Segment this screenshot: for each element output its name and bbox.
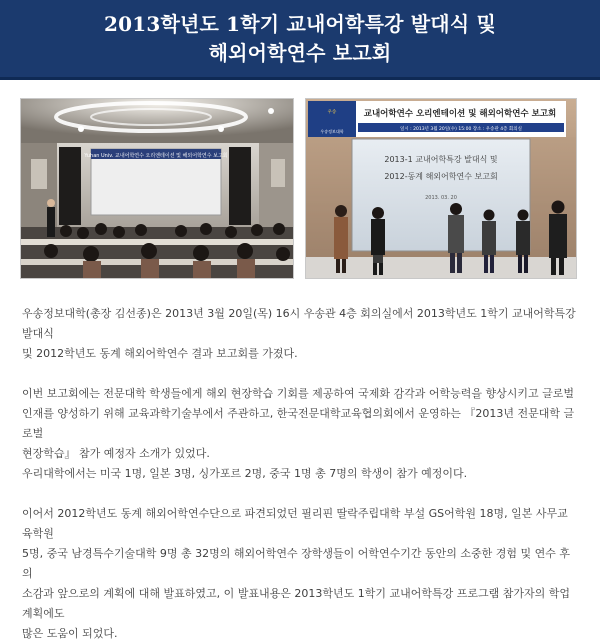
screen-banner-text: Yuhan Univ. 교내어학연수 오리엔테이션 및 해외어학연수 보고회 [84, 153, 228, 159]
screen-line-2: 2012-동계 해외어학연수 보고회 [384, 172, 498, 181]
conference-room-illustration [21, 99, 294, 279]
paragraph-1-line-2: 및 2012학년도 동계 해외어학연수 결과 보고회를 가졌다. [22, 347, 298, 360]
paragraph-2-line-1: 이번 보고회에는 전문대학 학생들에게 해외 현장학습 기회를 제공하여 국제화 감각과 어학능력을 향상시키고 글로벌 [22, 387, 575, 400]
paragraph-1-line-1: 우송정보대학(총장 김선종)은 2013년 3월 20일(목) 16시 우송관 4층 회의실에서 2013학년도 1학기 교내어학특강 발대식 [22, 307, 576, 340]
banner-sub-text: 일시 : 2013년 3월 20일(수) 15:00 장소 : 우송관 4층 회의실 [400, 127, 522, 132]
svg-text:우송: 우송 [327, 110, 337, 115]
paragraph-3-line-1: 이어서 2012학년도 동계 해외어학연수단으로 파견되었던 필리핀 딸락주립대학 부설 GS어학원 18명, 일본 사무교육학원 [22, 507, 568, 540]
photo-conference-room [20, 98, 294, 279]
paragraph-2-line-2: 인재를 양성하기 위해 교육과학기술부에서 주관하고, 한국전문대학교육협의회에서 운영하는 『2013년 전문대학 글로벌 [22, 407, 575, 440]
paragraph-3-line-3: 소감과 앞으로의 계획에 대해 발표하였고, 이 발표내용은 2013학년도 1학기 교내어학특강 프로그램 참가자의 학업계획에도 [22, 587, 570, 620]
title-banner [0, 0, 600, 80]
paragraph-3-line-4: 많은 도움이 되었다. [22, 627, 118, 640]
screen-date: 2013. 03. 20 [425, 195, 457, 201]
page-title-line-1: 2013학년도 1학기 교내어학특강 발대식 및 [103, 11, 497, 36]
article-body [22, 304, 578, 644]
banner-title-text: 교내어학연수 오리엔테이션 및 해외어학연수 보고회 [363, 109, 557, 119]
screen-line-1: 2013-1 교내어학특강 발대식 및 [384, 155, 498, 164]
paragraph-2-line-4: 우리대학에서는 미국 1명, 일본 3명, 싱가포르 2명, 중국 1명 총 7명의 학생이 참가 예정이다. [22, 467, 468, 480]
page-title-line-2: 해외어학연수 보고회 [208, 40, 392, 65]
photo-stage-presentation [305, 98, 577, 279]
paragraph-3-line-2: 5명, 중국 남경특수기술대학 9명 총 32명의 해외어학연수 장학생들이 어학연수기간 동안의 소중한 경험 및 연수 후의 [22, 547, 570, 580]
paragraph-2-line-3: 현장학습』 참가 예정자 소개가 있었다. [22, 447, 210, 460]
stage-illustration [306, 99, 577, 279]
banner-logo-text: 우송정보대학 [320, 129, 344, 134]
